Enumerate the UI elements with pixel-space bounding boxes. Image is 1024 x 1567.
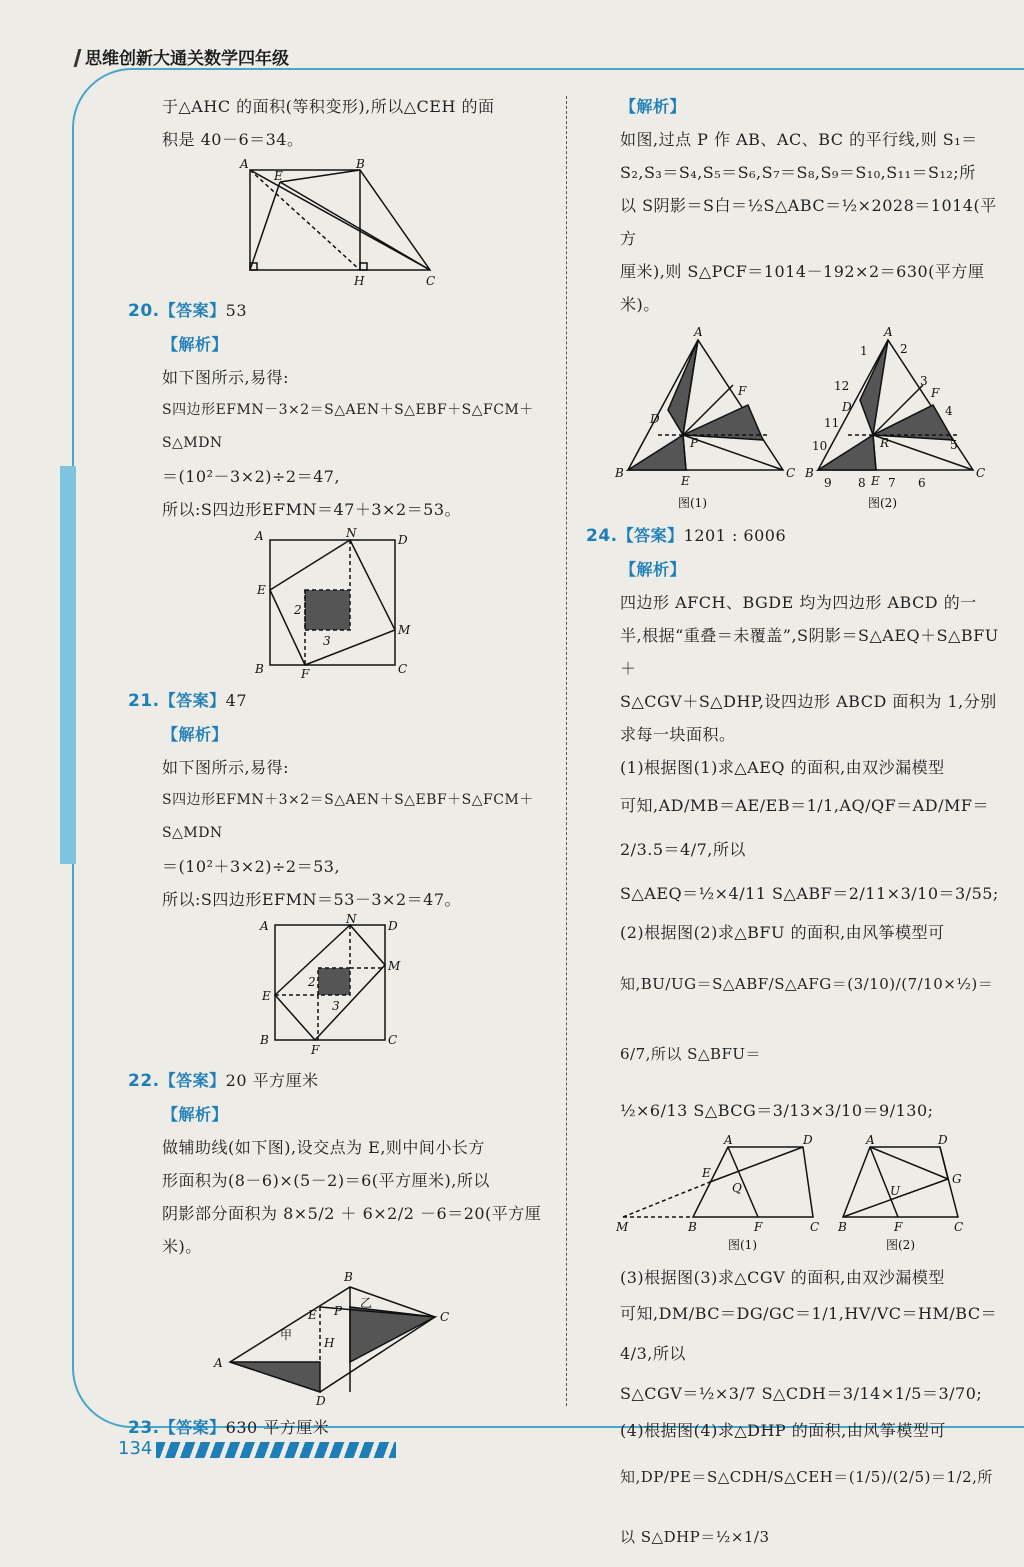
q24-fig2-label-d: D — [938, 1133, 948, 1147]
footer-stripes — [156, 1442, 396, 1458]
column-divider — [566, 96, 567, 1406]
q20-answer-line — [128, 294, 550, 328]
q21-line-3: ＝(10²＋3×2)÷2＝53, — [162, 857, 341, 876]
q23-fig2-label-d: D — [842, 400, 852, 414]
q21-answer-tag: 【答案】 — [159, 691, 226, 710]
header-title: 思维创新大通关数学四年级 — [85, 49, 289, 69]
q20-fig-label-m: M — [398, 623, 411, 637]
q19-line-1: 于△AHC 的面积(等积变形),所以△CEH 的面 — [162, 97, 495, 116]
q23-fig1-label-d: D — [650, 412, 660, 426]
q24-fig1-label-d: D — [803, 1133, 813, 1147]
q24-line-8: (2)根据图(2)求△BFU 的面积,由风筝模型可 — [620, 923, 945, 942]
q23-fig2-label-12: 12 — [834, 379, 850, 393]
q20-fig-label-c: C — [398, 662, 408, 676]
q19-label-h: H — [354, 274, 365, 288]
q23-fig1-label-c: C — [786, 466, 796, 480]
q19-figure — [240, 157, 440, 290]
q24-line-11: (3)根据图(3)求△CGV 的面积,由双沙漏模型 — [620, 1268, 945, 1287]
q23-fig2-label-7: 7 — [888, 476, 896, 490]
q22-fig-label-d: D — [316, 1394, 326, 1408]
q24-fig2-label-c: C — [954, 1220, 964, 1234]
q21-fig-label-m: M — [388, 959, 401, 973]
side-tab — [60, 466, 76, 864]
q24-line-15: 知,DP/PE＝S△CDH/S△CEH＝(1/5)/(2/5)＝1/2,所以 S△DHP＝½×1/3 — [620, 1468, 993, 1546]
q24-fig1-label-q: Q — [732, 1181, 742, 1195]
q24-fig2-label-f: F — [894, 1220, 903, 1234]
q24-line-2: 半,根据“重叠＝未覆盖”,S阴影＝S△AEQ＋S△BFU＋ — [620, 626, 999, 678]
q22-answer-tag: 【答案】 — [159, 1071, 226, 1090]
q22-fig-label-a: A — [214, 1356, 223, 1370]
q23-fig2-label-4: 4 — [945, 404, 953, 418]
q24-fig1-label-a: A — [724, 1133, 733, 1147]
header-bar — [74, 49, 82, 67]
q22-line-2: 形面积为(8－6)×(5－2)＝6(平方厘米),所以 — [162, 1171, 490, 1190]
q21-line-1: 如下图所示,易得: — [162, 758, 289, 777]
q24-line-1: 四边形 AFCH、BGDE 均为四边形 ABCD 的一 — [620, 593, 977, 612]
q23-fig2-label-e: E — [871, 474, 880, 488]
q22-fig-label-p: P — [334, 1304, 343, 1318]
q21-number: 21. — [128, 691, 160, 711]
q22-line-4: 米)。 — [162, 1237, 202, 1256]
q23-fig2-label-10: 10 — [812, 439, 828, 453]
q24-fig1-label-b: B — [688, 1220, 697, 1234]
right-column — [588, 90, 1008, 1567]
q24-answer: 1201 : 6006 — [683, 526, 787, 545]
q23-fig1-label-a: A — [694, 325, 703, 339]
q21-fig-label-2: 2 — [308, 975, 316, 989]
page-number: 134 — [118, 1438, 153, 1459]
q20-fig-label-d: D — [398, 533, 408, 547]
q22-answer: 20 平方厘米 — [225, 1071, 319, 1090]
q21-fig-label-d: D — [388, 919, 398, 933]
q22-number: 22. — [128, 1071, 160, 1091]
q23-line-3: 以 S阴影＝S白＝½S△ABC＝½×2028＝1014(平方 — [620, 196, 997, 248]
q21-fig-label-f: F — [311, 1043, 320, 1057]
q21-fig-label-b: B — [260, 1033, 269, 1047]
q24-line-4: 求每一块面积。 — [620, 725, 736, 744]
q20-answer: 53 — [225, 301, 247, 320]
q24-figures — [598, 1133, 998, 1257]
q23-fig2-label-9: 9 — [824, 476, 832, 490]
q22-figure — [210, 1267, 470, 1407]
q19-label-a: A — [240, 157, 249, 171]
q24-fig2-label-a: A — [866, 1133, 875, 1147]
q22-line-3: 阴影部分面积为 8×5/2 ＋ 6×2/2 －6＝20(平方厘 — [162, 1204, 542, 1223]
q20-fig-label-2: 2 — [294, 603, 302, 617]
q23-fig2-label-f: F — [931, 386, 940, 400]
q23-fig2-label-2: 2 — [900, 342, 908, 356]
q21-figure — [250, 912, 430, 1060]
q20-answer-tag: 【答案】 — [159, 301, 226, 320]
q23-line-4: 厘米),则 S△PCF＝1014－192×2＝630(平方厘 — [620, 262, 985, 281]
q24-line-5: (1)根据图(1)求△AEQ 的面积,由双沙漏模型 — [620, 758, 945, 777]
q23-analysis-tag: 【解析】 — [620, 97, 687, 116]
q21-line-2: S四边形EFMN＋3×2＝S△AEN＋S△EBF＋S△FCM＋S△MDN — [162, 792, 534, 841]
q22-fig-label-h: H — [324, 1336, 335, 1350]
q23-fig2-caption: 图(2) — [868, 496, 897, 510]
q23-fig1-label-b: B — [615, 466, 624, 480]
q19-label-e: E — [274, 169, 283, 183]
q21-fig-label-e: E — [262, 989, 271, 1003]
q22-fig-label-yi: 乙 — [360, 1296, 373, 1310]
q22-fig-label-e: E — [308, 1308, 317, 1322]
q24-fig1-caption: 图(1) — [728, 1238, 757, 1252]
q20-fig-label-3: 3 — [323, 634, 331, 648]
q24-fig1-label-e: E — [702, 1166, 711, 1180]
q20-fig-label-f: F — [301, 667, 310, 681]
q21-fig-label-c: C — [388, 1033, 398, 1047]
q21-answer: 47 — [225, 691, 247, 710]
q23-fig2-label-8: 8 — [858, 476, 866, 490]
q24-line-6: 可知,AD/MB＝AE/EB＝1/1,AQ/QF＝AD/MF＝2/3.5＝4/7,所以 — [620, 796, 989, 859]
left-column — [130, 90, 550, 1445]
q23-figures — [598, 325, 998, 515]
q24-line-3: S△CGV＋S△DHP,设四边形 ABCD 面积为 1,分别 — [620, 692, 997, 711]
q22-analysis-tag: 【解析】 — [162, 1105, 229, 1124]
q24-fig1-label-m: M — [616, 1220, 629, 1234]
q23-answer: 630 平方厘米 — [225, 1418, 330, 1437]
q20-analysis-tag: 【解析】 — [162, 335, 229, 354]
q20-fig-label-a: A — [255, 529, 264, 543]
q23-fig2-label-r: R — [880, 436, 890, 450]
q20-figure — [250, 526, 430, 681]
q23-line-5: 米)。 — [620, 295, 660, 314]
q20-line-2: S四边形EFMN－3×2＝S△AEN＋S△EBF＋S△FCM＋S△MDN — [162, 402, 534, 451]
q23-fig1-label-e: E — [681, 474, 690, 488]
q23-fig2-label-a: A — [884, 325, 893, 339]
q24-fig2-caption: 图(2) — [886, 1238, 915, 1252]
q23-fig2-label-5: 5 — [950, 438, 958, 452]
q23-fig1-label-f: F — [738, 384, 747, 398]
q24-analysis-tag: 【解析】 — [620, 560, 687, 579]
q22-answer-line — [128, 1064, 550, 1098]
q23-fig2-label-c: C — [976, 466, 986, 480]
q23-line-1: 如图,过点 P 作 AB、AC、BC 的平行线,则 S₁＝ — [620, 130, 978, 149]
q24-line-14: (4)根据图(4)求△DHP 的面积,由风筝模型可 — [620, 1421, 946, 1440]
q24-line-7: S△AEQ＝½×4/11 S△ABF＝2/11×3/10＝3/55; — [620, 884, 999, 903]
q20-line-1: 如下图所示,易得: — [162, 368, 289, 387]
q23-fig2-label-11: 11 — [824, 416, 840, 430]
q23-fig1-label-p: P — [690, 436, 699, 450]
q20-line-4: 所以:S四边形EFMN＝47＋3×2＝53。 — [162, 500, 462, 519]
q21-analysis-tag: 【解析】 — [162, 725, 229, 744]
q21-fig-label-a: A — [260, 919, 269, 933]
q21-fig-label-n: N — [346, 912, 357, 926]
q24-line-9: 知,BU/UG＝S△ABF/S△AFG＝(3/10)/(7/10×½)＝6/7,所以 S△BFU＝ — [620, 975, 994, 1063]
q23-number: 23. — [128, 1418, 160, 1438]
q20-fig-label-e: E — [257, 583, 266, 597]
q23-answer-tag: 【答案】 — [159, 1418, 226, 1437]
q23-fig2-label-6: 6 — [918, 476, 926, 490]
q21-fig-label-3: 3 — [332, 999, 340, 1013]
q22-fig-label-c: C — [440, 1310, 450, 1324]
q19-label-c: C — [426, 274, 436, 288]
q23-answer-line — [128, 1411, 550, 1445]
q22-fig-label-b: B — [344, 1270, 353, 1284]
q24-fig1-label-f: F — [754, 1220, 763, 1234]
q24-line-10: ½×6/13 S△BCG＝3/13×3/10＝9/130; — [620, 1101, 934, 1120]
q23-fig2-label-1: 1 — [860, 344, 868, 358]
q23-fig1-caption: 图(1) — [678, 496, 707, 510]
q19-line-2: 积是 40－6＝34。 — [162, 130, 304, 149]
q24-number: 24. — [586, 526, 618, 546]
page-header — [76, 44, 289, 69]
q24-answer-line — [586, 519, 1008, 553]
q21-answer-line — [128, 684, 550, 718]
q22-fig-label-jia: 甲 — [280, 1328, 293, 1342]
q24-fig1-label-c: C — [810, 1220, 820, 1234]
q20-fig-label-n: N — [346, 526, 357, 540]
q23-fig2-label-b: B — [805, 466, 814, 480]
q24-answer-tag: 【答案】 — [617, 526, 684, 545]
q20-fig-label-b: B — [255, 662, 264, 676]
q21-line-4: 所以:S四边形EFMN＝53－3×2＝47。 — [162, 890, 462, 909]
q23-fig2-label-3: 3 — [920, 374, 928, 388]
q23-line-2: S₂,S₃＝S₄,S₅＝S₆,S₇＝S₈,S₉＝S₁₀,S₁₁＝S₁₂;所 — [620, 163, 976, 182]
q24-line-13: S△CGV＝½×3/7 S△CDH＝3/14×1/5＝3/70; — [620, 1384, 983, 1403]
q19-label-b: B — [356, 157, 365, 171]
q24-fig2-label-u: U — [890, 1184, 901, 1198]
q24-fig2-label-b: B — [838, 1220, 847, 1234]
q24-line-12: 可知,DM/BC＝DG/GC＝1/1,HV/VC＝HM/BC＝4/3,所以 — [620, 1304, 998, 1363]
q24-fig2-label-g: G — [952, 1172, 962, 1186]
q20-line-3: ＝(10²－3×2)÷2＝47, — [162, 467, 341, 486]
q20-number: 20. — [128, 301, 160, 321]
q22-line-1: 做辅助线(如下图),设交点为 E,则中间小长方 — [162, 1138, 485, 1157]
